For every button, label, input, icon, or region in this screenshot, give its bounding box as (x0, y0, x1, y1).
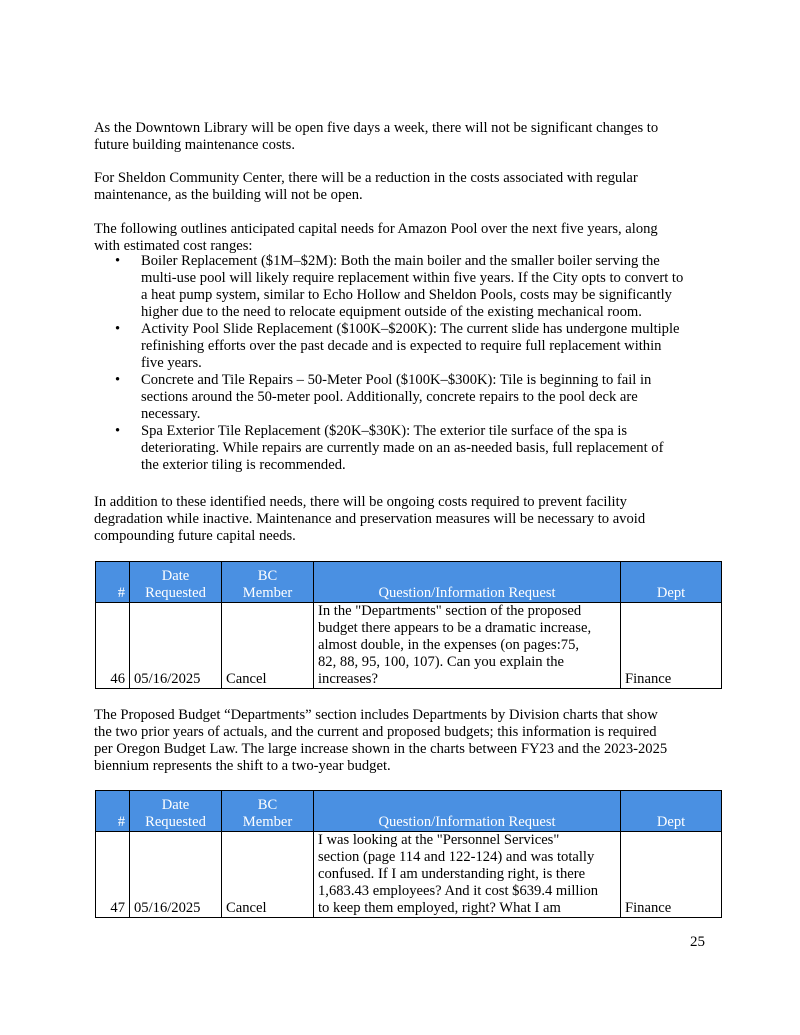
text-line: The Proposed Budget “Departments” section includes Departments by Division charts that show (94, 707, 658, 723)
text-line: BC (257, 568, 278, 584)
cell-member: Cancel (222, 603, 314, 689)
question-table-47 (95, 790, 722, 918)
header-dept: Dept (621, 562, 722, 603)
text-line: per Oregon Budget Law. The large increase shown in the charts between FY23 and the 2023-2025 (94, 741, 668, 757)
question-table-46 (95, 561, 722, 689)
text-line: I was looking at the "Personnel Services" (318, 832, 560, 848)
capital-needs-list (94, 253, 683, 474)
text-line: Member (242, 585, 293, 601)
text-line: future building maintenance costs. (94, 137, 296, 153)
text-line: As the Downtown Library will be open five days a week, there will not be significant changes to (94, 120, 659, 136)
text-line: increases? (318, 671, 378, 687)
list-item (94, 423, 683, 474)
text-line: maintenance, as the building will not be open. (94, 187, 363, 203)
paragraph-library (94, 120, 734, 154)
header-date (130, 562, 222, 603)
header-member (222, 562, 314, 603)
paragraph-answer-46 (94, 707, 734, 775)
text-line: BC (257, 797, 278, 813)
text-line: Date (161, 568, 190, 584)
text-line: degradation while inactive. Maintenance and preservation measures will be necessary to avoid (94, 511, 646, 527)
text-line: the two prior years of actuals, and the current and proposed budgets; this information is required (94, 724, 657, 740)
text-line: Member (242, 814, 293, 830)
text-line: 1,683.43 employees? And it cost $639.4 million (318, 883, 599, 899)
list-item (94, 372, 683, 423)
bullet-icon: • (115, 321, 121, 337)
table-row (96, 603, 722, 689)
cell-number: 46 (96, 603, 130, 689)
list-item (94, 321, 683, 372)
header-member (222, 791, 314, 832)
text-line: higher due to the need to relocate equipment outside of the existing mechanical room. (141, 304, 642, 320)
cell-date: 05/16/2025 (130, 832, 222, 918)
text-line: a heat pump system, similar to Echo Hollow and Sheldon Pools, costs may be significantly (141, 287, 672, 303)
table-header-row (96, 791, 722, 832)
bullet-icon: • (115, 253, 121, 269)
header-question: Question/Information Request (314, 562, 621, 603)
bullet-icon: • (115, 372, 121, 388)
text-line: the exterior tiling is recommended. (141, 457, 346, 473)
list-item (94, 253, 683, 321)
text-line: budget there appears to be a dramatic increase, (318, 620, 592, 636)
text-line: In addition to these identified needs, there will be ongoing costs required to prevent facility (94, 494, 627, 510)
text-line: necessary. (141, 406, 201, 422)
text-line: sections around the 50-meter pool. Additionally, concrete repairs to the pool deck are (141, 389, 638, 405)
text-line: refinishing efforts over the past decade and is expected to require full replacement within (141, 338, 662, 354)
text-line: Date (161, 797, 190, 813)
text-line: to keep them employed, right? What I am (318, 900, 561, 916)
header-number: # (96, 562, 130, 603)
paragraph-amazon-pool (94, 221, 734, 255)
cell-question (314, 603, 621, 689)
text-line: The following outlines anticipated capital needs for Amazon Pool over the next five years, along (94, 221, 658, 237)
cell-dept: Finance (621, 603, 722, 689)
cell-date: 05/16/2025 (130, 603, 222, 689)
text-line: compounding future capital needs. (94, 528, 296, 544)
text-line: deteriorating. While repairs are currently made on an as-needed basis, full replacement of (141, 440, 664, 456)
text-line: Spa Exterior Tile Replacement ($20K–$30K): The exterior tile surface of the spa is (141, 423, 628, 439)
text-line: five years. (141, 355, 202, 371)
cell-number: 47 (96, 832, 130, 918)
cell-question (314, 832, 621, 918)
text-line: section (page 114 and 122-124) and was totally (318, 849, 595, 865)
text-line: For Sheldon Community Center, there will be a reduction in the costs associated with regular (94, 170, 638, 186)
paragraph-ongoing-costs (94, 494, 734, 545)
cell-dept: Finance (621, 832, 722, 918)
text-line: Activity Pool Slide Replacement ($100K–$200K): The current slide has undergone multiple (141, 321, 680, 337)
text-line: Boiler Replacement ($1M–$2M): Both the main boiler and the smaller boiler serving the (141, 253, 660, 269)
text-line: biennium represents the shift to a two-year budget. (94, 758, 391, 774)
header-number: # (96, 791, 130, 832)
text-line: Requested (145, 814, 206, 830)
cell-member: Cancel (222, 832, 314, 918)
page-number: 25 (690, 934, 705, 950)
header-dept: Dept (621, 791, 722, 832)
table-header-row (96, 562, 722, 603)
text-line: almost double, in the expenses (on pages:75, (318, 637, 580, 653)
text-line: confused. If I am understanding right, is there (318, 866, 586, 882)
text-line: Concrete and Tile Repairs – 50-Meter Pool ($100K–$300K): Tile is beginning to fail in (141, 372, 652, 388)
text-line: Requested (145, 585, 206, 601)
paragraph-sheldon (94, 170, 734, 204)
text-line: 82, 88, 95, 100, 107). Can you explain the (318, 654, 565, 670)
table-row (96, 832, 722, 918)
header-date (130, 791, 222, 832)
text-line: In the "Departments" section of the proposed (318, 603, 582, 619)
text-line: multi-use pool will likely require replacement within five years. If the City opts to convert to (141, 270, 684, 286)
header-question: Question/Information Request (314, 791, 621, 832)
bullet-icon: • (115, 423, 121, 439)
text-line: with estimated cost ranges: (94, 238, 253, 254)
